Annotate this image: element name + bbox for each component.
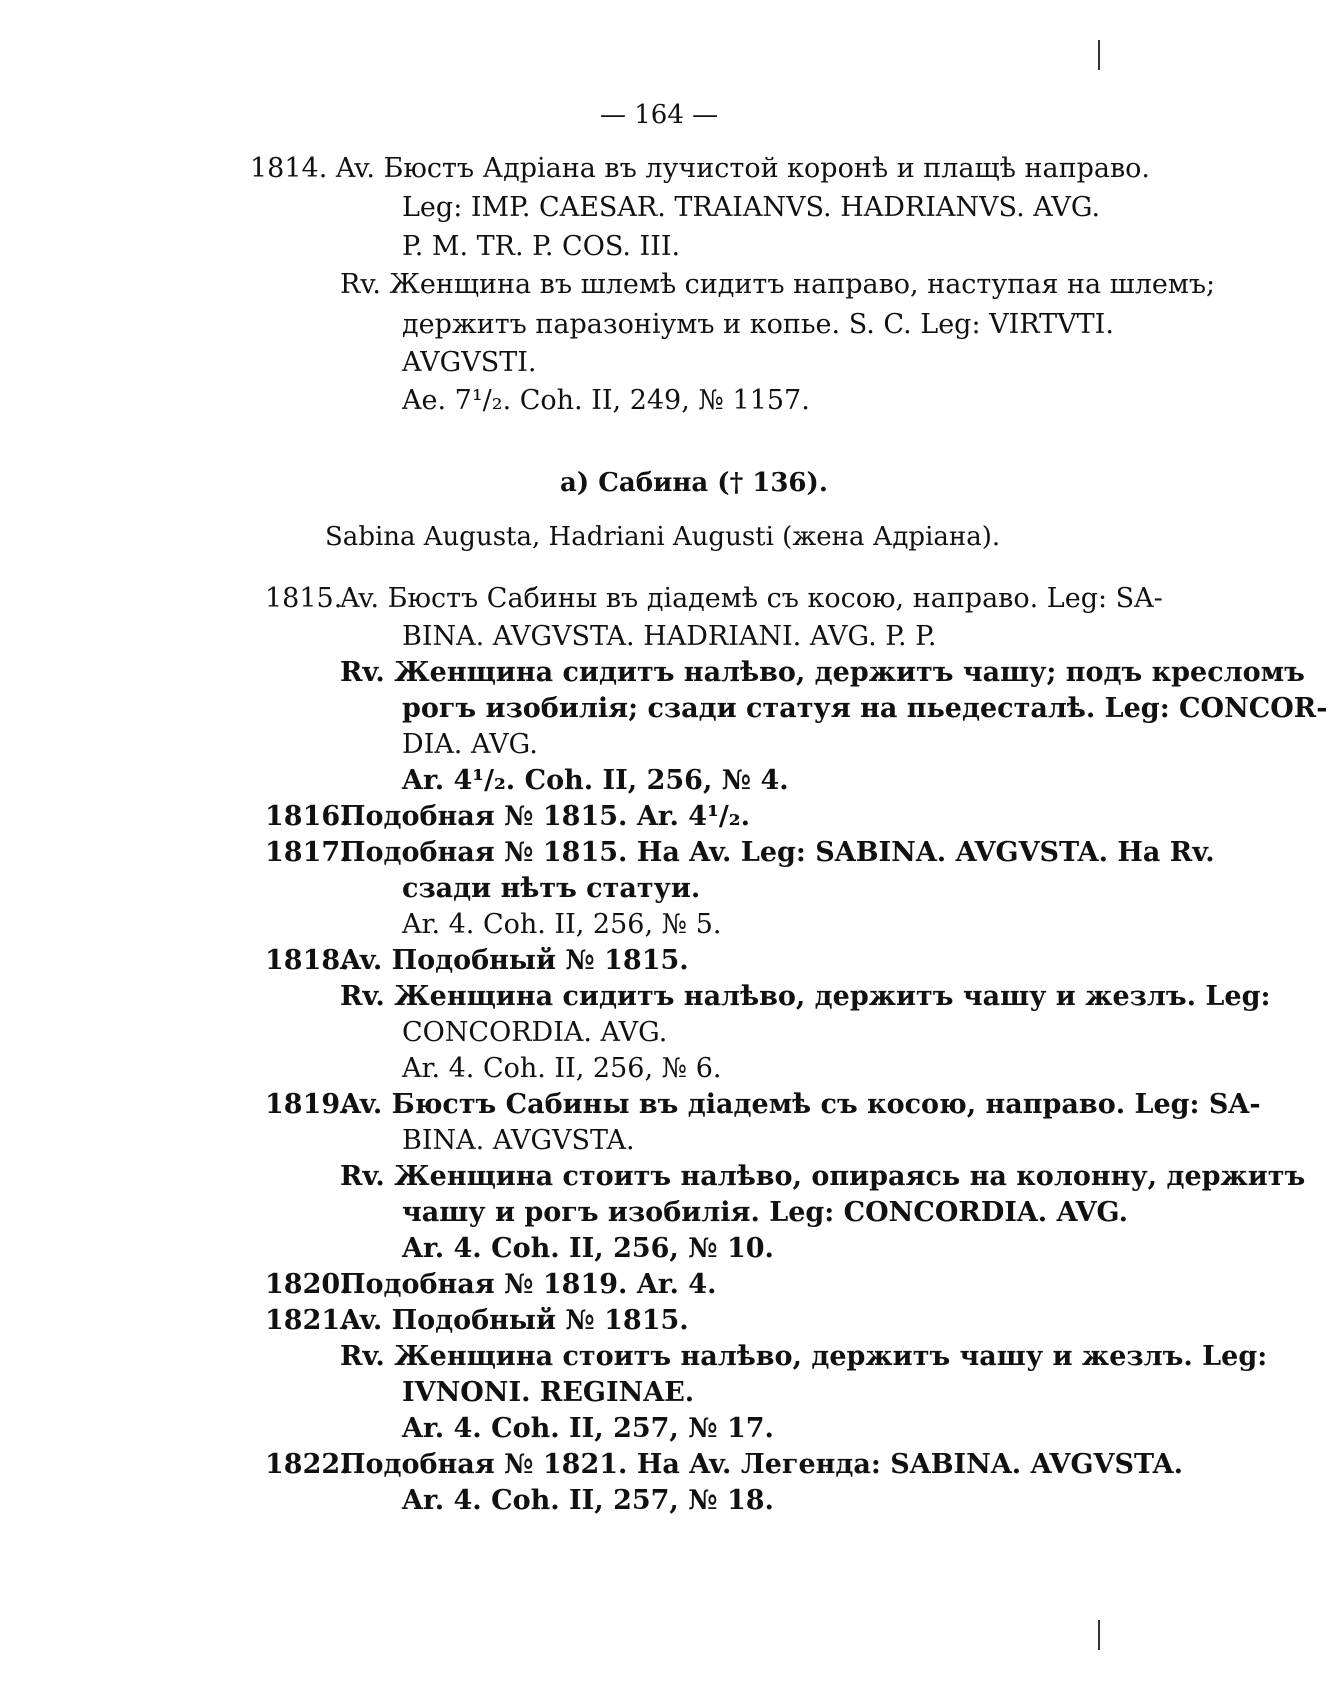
- entry-number: 1821.: [265, 1305, 350, 1336]
- list-item: Подобная № 1821. На Av. Легенда: SABINA. AVGVSTA.: [340, 1449, 1183, 1480]
- list-item: CONCORDIA. AVG.: [402, 1017, 668, 1048]
- list-item: BINA. AVGVSTA.: [402, 1125, 635, 1156]
- list-item: Подобная № 1815. На Av. Leg: SABINA. AVGVSTA. На Rv.: [340, 837, 1215, 868]
- list-item: Ar. 4. Coh. II, 256, № 5.: [402, 909, 722, 940]
- entry-1814-legend-cont: P. M. TR. P. COS. III.: [402, 231, 681, 262]
- page-number: — 164 —: [600, 100, 719, 130]
- entry-1814-rv: Rv. Женщина въ шлемѣ сидитъ направо, наступая на шлемъ;: [340, 269, 1216, 300]
- list-item: Ar. 4. Coh. II, 257, № 17.: [402, 1413, 774, 1444]
- entry-1814-legend: Leg: IMP. CAESAR. TRAIANVS. HADRIANVS. AVG.: [402, 192, 1101, 223]
- list-item: Подобная № 1815. Ar. 4¹/₂.: [340, 801, 751, 832]
- scan-edge-mark: [1098, 40, 1100, 70]
- list-item: Подобная № 1819. Ar. 4.: [340, 1269, 717, 1300]
- list-item: рогъ изобилія; сзади статуя на пьедесталѣ. Leg: CONCOR-: [402, 693, 1327, 724]
- list-item: Av. Подобный № 1815.: [340, 945, 689, 976]
- list-item: IVNONI. REGINAE.: [402, 1377, 695, 1408]
- list-item: Rv. Женщина стоитъ налѣво, опираясь на колонну, держитъ: [340, 1161, 1306, 1192]
- list-item: Ar. 4. Coh. II, 257, № 18.: [402, 1485, 774, 1516]
- entry-number: 1816.: [265, 801, 350, 832]
- entry-1814-rv-cont-2: AVGVSTI.: [402, 347, 537, 378]
- entry-number: 1822.: [265, 1449, 350, 1480]
- list-item: Ar. 4. Coh. II, 256, № 6.: [402, 1053, 722, 1084]
- list-item: Av. Бюстъ Сабины въ діадемѣ съ косою, направо. Leg: SA-: [340, 583, 1163, 614]
- entry-1814-rv-cont: держитъ паразоніумъ и копье. S. C. Leg: VIRTVTI.: [402, 309, 1114, 340]
- scan-edge-mark: [1098, 1620, 1100, 1650]
- list-item: Rv. Женщина сидитъ налѣво, держитъ чашу и жезлъ. Leg:: [340, 981, 1271, 1012]
- list-item: Av. Подобный № 1815.: [340, 1305, 689, 1336]
- entry-number: 1818.: [265, 945, 350, 976]
- section-subtitle: Sabina Augusta, Hadriani Augusti (жена Адріана).: [325, 522, 1001, 552]
- list-item: Rv. Женщина сидитъ налѣво, держитъ чашу; подъ кресломъ: [340, 657, 1305, 688]
- list-item: Rv. Женщина стоитъ налѣво, держитъ чашу и жезлъ. Leg:: [340, 1341, 1268, 1372]
- list-item: DIA. AVG.: [402, 729, 538, 760]
- list-item: Av. Бюстъ Сабины въ діадемѣ съ косою, направо. Leg: SA-: [340, 1089, 1261, 1120]
- list-item: чашу и рогъ изобилія. Leg: CONCORDIA. AVG.: [402, 1197, 1129, 1228]
- entry-1814-av: 1814. Av. Бюстъ Адріана въ лучистой коронѣ и плащѣ направо.: [250, 153, 1150, 184]
- entry-number: 1817.: [265, 837, 350, 868]
- entry-number: 1819.: [265, 1089, 350, 1120]
- entry-1814-reference: Ae. 7¹/₂. Coh. II, 249, № 1157.: [402, 385, 810, 416]
- entry-number: 1820.: [265, 1269, 350, 1300]
- section-title: a) Сабина († 136).: [560, 468, 828, 498]
- list-item: Ar. 4. Coh. II, 256, № 10.: [402, 1233, 774, 1264]
- list-item: BINA. AVGVSTA. HADRIANI. AVG. P. P.: [402, 621, 937, 652]
- entry-number: 1815.: [265, 583, 343, 614]
- list-item: сзади нѣтъ статуи.: [402, 873, 701, 904]
- list-item: Ar. 4¹/₂. Coh. II, 256, № 4.: [402, 765, 789, 796]
